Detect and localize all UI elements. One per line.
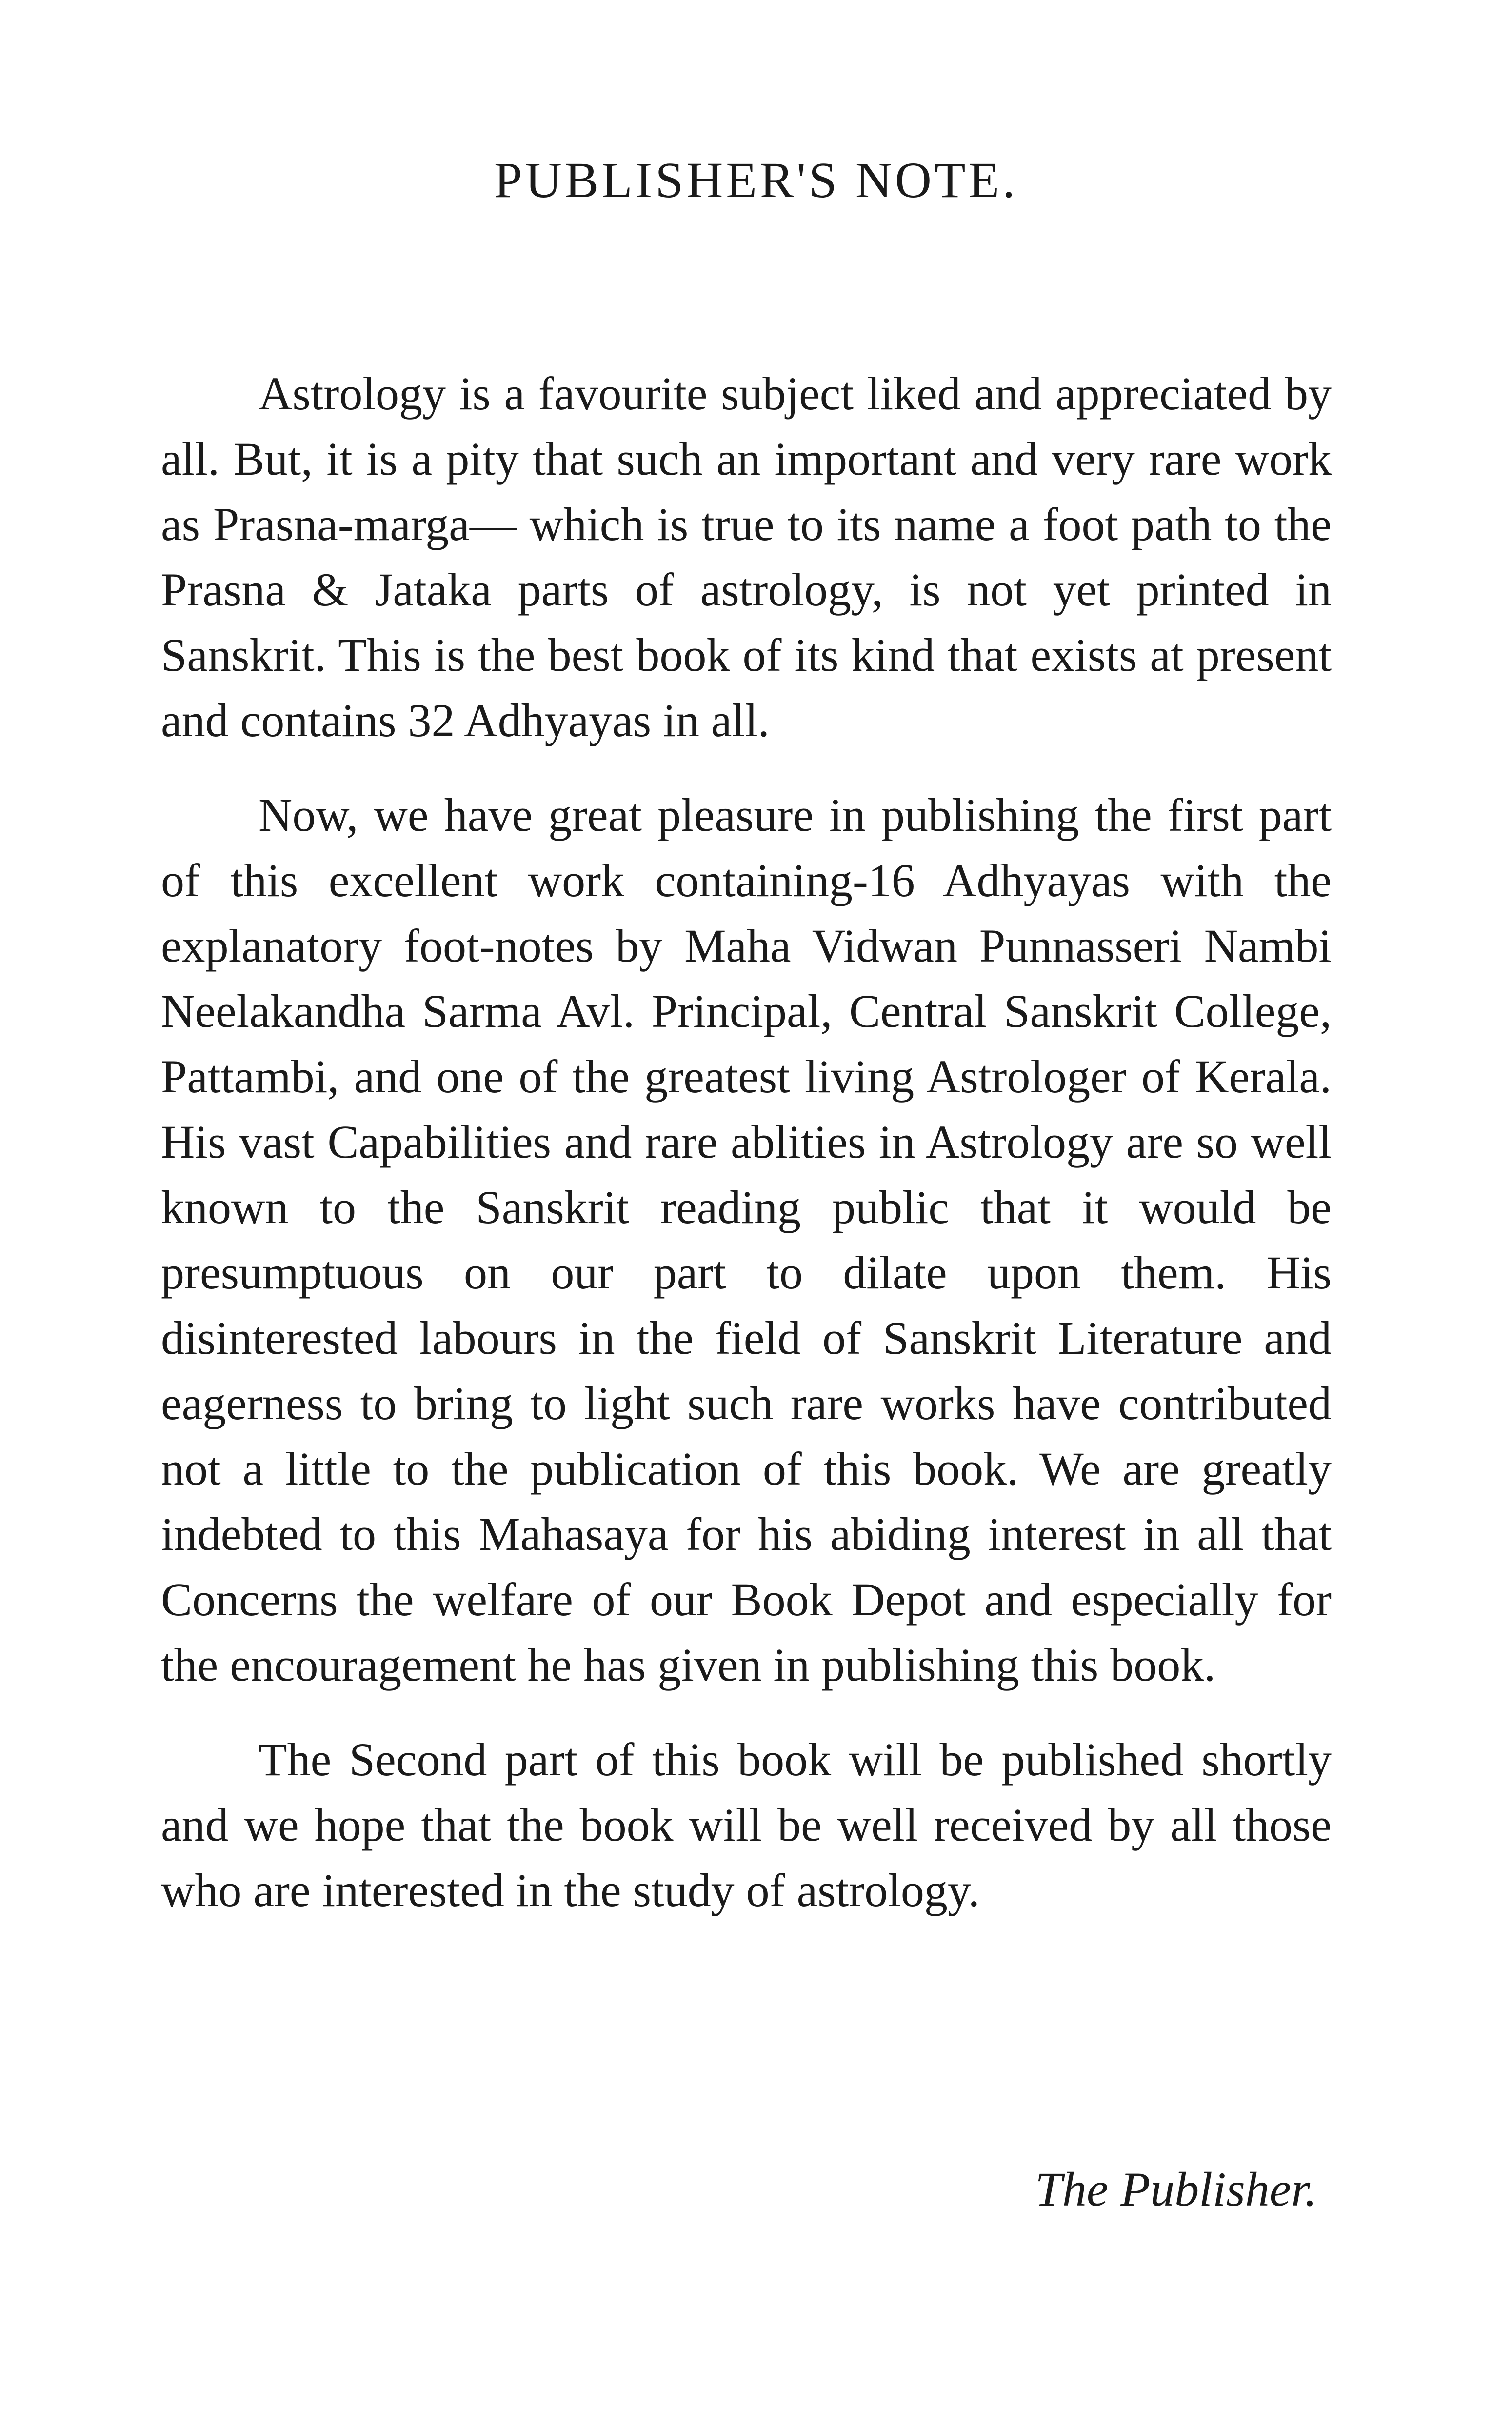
- signature: The Publisher.: [1035, 2162, 1317, 2216]
- paragraph-publication: Now, we have great pleasure in publishing the first part of this excellent work containing-16 Adhyayas with the explanatory foot-notes by Maha Vidwan Punnasseri Nambi Neelakandha Sarma Avl. Principal, Central Sanskrit College, Pattambi, and one of the greatest living Astrologer of Kerala. His vast Capabilities and rare ablities in Astrology are so well known to the Sanskrit reading public that it would be presumptuous on our part to dilate upon them. His disinterested labours in the field of Sanskrit Literature and eagerness to bring to light such rare works have contributed not a little to the publication of this book. We are greatly indebted to this Mahasaya for his abiding interest in all that Concerns the welfare of our Book Depot and especially for the encouragement he has given in publishing this book.: [161, 789, 1332, 1691]
- paragraph-second-part: The Second part of this book will be published shortly and we hope that the book will be well received by all those who are interested in the study of astrology.: [161, 1733, 1332, 1916]
- paragraph-intro: Astrology is a favourite subject liked and appreciated by all. But, it is a pity that such an important and very rare work as Prasna-marga— which is true to its name a foot path to the Prasna & Jataka parts of astrology, is not yet printed in Sanskrit. This is the best book of its kind that exists at present and contains 32 Adhyayas in all.: [161, 367, 1332, 746]
- page-title: PUBLISHER'S NOTE.: [494, 152, 1018, 208]
- note-body: [161, 361, 1332, 1923]
